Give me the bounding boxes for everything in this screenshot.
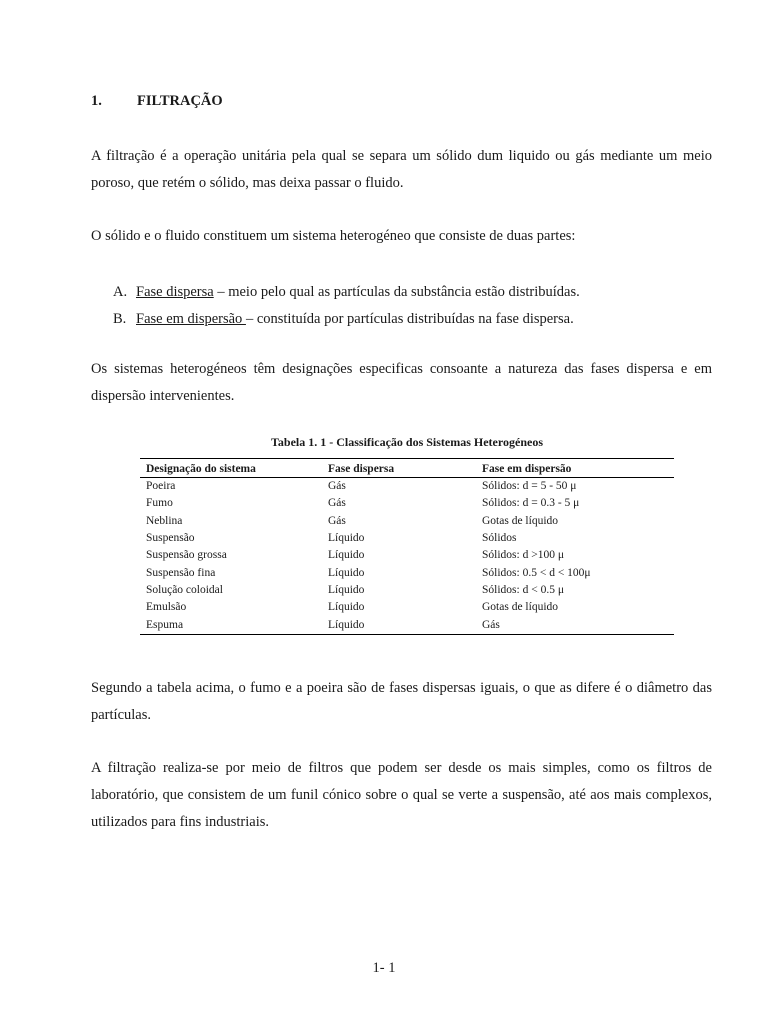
table-row	[140, 478, 674, 496]
table-cell: Suspensão	[146, 532, 195, 545]
table-cell: Fumo	[146, 497, 173, 510]
paragraph-table-comment: Segundo a tabela acima, o fumo e a poeira são de fases dispersas iguais, o que as difere é o diâmetro das partículas.	[91, 680, 712, 723]
table-cell: Sólidos: d = 0.3 - 5 μ	[482, 497, 580, 510]
list-item	[113, 279, 580, 306]
paragraph-system-parts: O sólido e o fluido constituem um sistema heterogéneo que consiste de duas partes:	[91, 228, 576, 244]
table-row	[140, 582, 674, 599]
classification-table	[140, 458, 674, 635]
table-cell: Gotas de líquido	[482, 514, 559, 527]
table-cell: Gás	[328, 497, 346, 510]
list-description: – meio pelo qual as partículas da substância estão distribuídas.	[213, 284, 580, 300]
paragraph-definition: A filtração é a operação unitária pela qual se separa um sólido dum liquido ou gás mediante um meio poroso, que retém o sólido, mas deixa passar o fluido.	[91, 148, 712, 191]
table-header-row	[140, 459, 674, 478]
table-row	[140, 616, 674, 634]
section-number: 1.	[91, 93, 102, 109]
list-marker: B.	[113, 311, 127, 327]
section-heading	[91, 93, 223, 110]
table-cell: Gás	[476, 616, 674, 634]
paragraph-designations: Os sistemas heterogéneos têm designações especificas consoante a natureza das fases dispersa e em dispersão intervenientes.	[91, 361, 712, 404]
list-item	[113, 306, 580, 333]
table-cell: Líquido	[328, 566, 365, 579]
table-cell: Líquido	[328, 601, 365, 614]
paragraph-filters: A filtração realiza-se por meio de filtros que podem ser desde os mais simples, como os filtros de laboratório, que consistem de um funil cónico sobre o qual se verte a suspensão, até aos mais complexos, utilizados para fins industriais.	[91, 760, 712, 830]
page-number: 1- 1	[372, 960, 396, 976]
table-cell: Líquido	[322, 616, 476, 634]
phase-list	[113, 279, 580, 333]
column-header: Fase em dispersão	[476, 459, 674, 478]
table-cell: Suspensão fina	[146, 566, 216, 579]
table-cell: Líquido	[328, 549, 365, 562]
table-cell: Solução coloidal	[146, 583, 223, 596]
table-row	[140, 495, 674, 512]
column-header: Designação do sistema	[140, 459, 322, 478]
list-marker: A.	[113, 284, 128, 300]
list-term: Fase em dispersão	[136, 311, 246, 327]
table-cell: Emulsão	[146, 601, 187, 614]
section-title: FILTRAÇÃO	[137, 93, 223, 109]
table-cell: Espuma	[140, 616, 322, 634]
table-row	[140, 564, 674, 581]
column-header: Fase dispersa	[322, 459, 476, 478]
table-cell: Líquido	[328, 583, 365, 596]
table-cell: Sólidos: d < 0.5 μ	[482, 583, 564, 596]
table-cell: Neblina	[146, 514, 183, 527]
table-cell: Poeira	[146, 480, 176, 493]
table-cell: Sólidos	[482, 532, 517, 545]
table-row	[140, 547, 674, 564]
table-cell: Gás	[328, 480, 346, 493]
table-row	[140, 513, 674, 530]
table-cell: Sólidos: d = 5 - 50 μ	[482, 480, 577, 493]
table-cell: Gás	[328, 514, 346, 527]
table-row	[140, 530, 674, 547]
list-term: Fase dispersa	[136, 284, 214, 300]
table-caption: Tabela 1. 1 - Classificação dos Sistemas Heterogéneos	[271, 435, 543, 449]
table-cell: Sólidos: 0.5 < d < 100μ	[482, 566, 591, 579]
table-cell: Líquido	[328, 532, 365, 545]
table-cell: Sólidos: d >100 μ	[482, 549, 564, 562]
table-cell: Suspensão grossa	[146, 549, 227, 562]
table-cell: Gotas de líquido	[482, 601, 559, 614]
list-description: – constituída por partículas distribuídas na fase dispersa.	[245, 311, 574, 327]
table-row	[140, 599, 674, 616]
